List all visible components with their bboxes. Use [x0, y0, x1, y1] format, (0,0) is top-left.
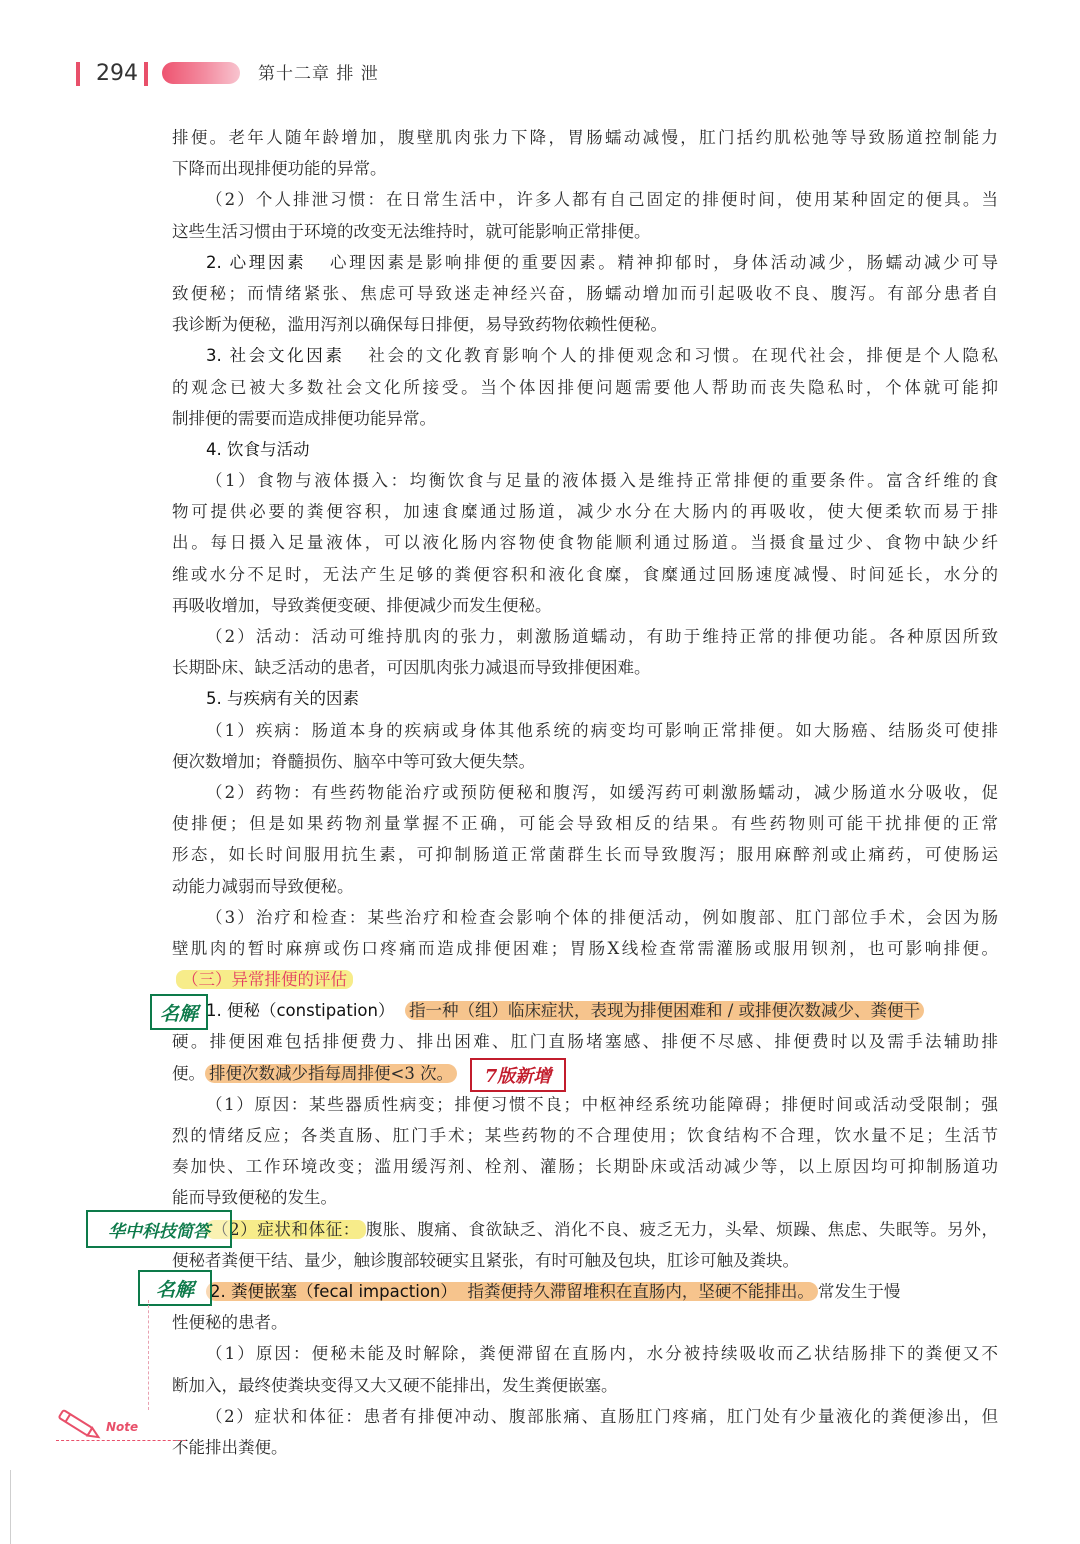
text-line: 形态，如长时间服用抗生素，可抑制肠道正常菌群生长而导致腹泻；服用麻醉剂或止痛药，可使肠运 — [172, 845, 998, 865]
text-line: 壁肌肉的暂时麻痹或伤口疼痛而造成排便困难；胃肠X线检查常需灌肠或服用钡剂，也可影响排便。 — [172, 938, 998, 958]
header-pill-decoration — [162, 62, 240, 84]
text-line — [172, 1058, 998, 1089]
text-line: 长期卧床、缺乏活动的患者，可因肌肉张力减退而导致排便困难。 — [172, 658, 651, 678]
text-line: 动能力减弱而导致便秘。 — [172, 876, 354, 896]
text-line — [172, 247, 998, 278]
page-edge-line — [10, 1470, 11, 1544]
text-line: 奏加快、工作环境改变；滥用缓泻剂、栓剂、灌肠；长期卧床或活动减少等，以上原因均可抑制肠道功 — [172, 1157, 998, 1177]
text-line: 维或水分不足时，无法产生足够的粪便容积和液化食糜，食糜通过回肠速度减慢、时间延长，水分的 — [172, 564, 998, 584]
text-line: 致便秘；而情绪紧张、焦虑可导致迷走神经兴奋，肠蠕动增加而引起吸收不良、腹泻。有部分患者自 — [172, 283, 998, 303]
text-line: 的观念已被大多数社会文化所接受。当个体因排便问题需要他人帮助而丧失隐私时，个体就可能抑 — [172, 377, 998, 397]
pencil-icon — [52, 1408, 108, 1442]
text-span: 社会的文化教育影响个人的排便观念和习惯。在现代社会，排便是个人隐私 — [368, 346, 998, 366]
text-line: （3）治疗和检查：某些治疗和检查会影响个体的排便活动，例如腹部、肛门部位手术，会因为肠 — [206, 907, 998, 927]
section-heading: （三）异常排便的评估 — [176, 970, 353, 989]
body-text — [172, 122, 998, 1463]
text-span: 指粪便持久滞留堆积在直肠内，坚硬不能排出。 — [467, 1281, 814, 1301]
text-line — [172, 995, 998, 1026]
text-line: 便次数增加；脊髓损伤、脑卒中等可致大便失禁。 — [172, 751, 535, 771]
text-line: 下降而出现排便功能的异常。 — [172, 159, 387, 179]
text-line: （1）原因：便秘未能及时解除，粪便滞留在直肠内，水分被持续吸收而乙状结肠排下的粪便又不 — [206, 1344, 998, 1364]
text-line: 性便秘的患者。 — [172, 1313, 288, 1333]
text-line: 制排便的需要而造成排便功能异常。 — [172, 408, 436, 428]
text-line — [172, 964, 998, 995]
text-line: （2）个人排泄习惯：在日常生活中，许多人都有自己固定的排便时间，使用某种固定的便具。当 — [206, 190, 998, 210]
text-line: 断加入，最终使粪块变得又大又硬不能排出，发生粪便嵌塞。 — [172, 1375, 618, 1395]
text-span: 腹胀、腹痛、食欲缺乏、消化不良、疲乏无力，头晕、烦躁、焦虑、失眠等。另外， — [365, 1219, 998, 1239]
text-line: 不能排出粪便。 — [172, 1437, 288, 1457]
text-line: 出。每日摄入足量液体，可以液化肠内容物使食物能顺利通过肠道。当摄食量过少、食物中缺少纤 — [172, 533, 998, 553]
text-line: 我诊断为便秘，滥用泻剂以确保每日排便，易导致药物依赖性便秘。 — [172, 315, 667, 335]
subheading: 5. 与疾病有关的因素 — [206, 689, 359, 709]
text-line: （2）活动：活动可维持肌肉的张力，刺激肠道蠕动，有助于维持正常的排便功能。各种原因所致 — [206, 627, 998, 646]
text-span: 常发生于慢 — [817, 1281, 901, 1301]
highlighted-definition — [206, 1282, 818, 1301]
page-header — [76, 58, 636, 90]
text-line — [172, 683, 998, 714]
text-line: 再吸收增加，导致粪便变硬、排便减少而发生便秘。 — [172, 595, 552, 615]
text-line: 能而导致便秘的发生。 — [172, 1188, 337, 1208]
text-span: 心理因素是影响排便的重要因素。精神抑郁时，身体活动减少，肠蠕动减少可导 — [330, 252, 998, 272]
note-marker — [52, 1408, 142, 1448]
highlighted-text: 排便次数减少指每周排便<3 次。 — [205, 1064, 457, 1083]
header-bar-left — [76, 62, 80, 86]
handwritten-note-red: 7版新增 — [470, 1058, 566, 1092]
margin-dash-line — [148, 1300, 150, 1410]
header-bar-right — [144, 62, 148, 86]
term-heading: 2. 粪便嵌塞（fecal impaction） — [210, 1281, 457, 1301]
text-line: （1）原因：某些器质性病变；排便习惯不良；中枢神经系统功能障碍；排便时间或活动受限制；强 — [206, 1094, 998, 1114]
text-line: 硬。排便困难包括排便费力、排出困难、肛门直肠堵塞感、排便不尽感、排便费时以及需手法辅助排 — [172, 1032, 998, 1052]
text-line — [172, 434, 998, 465]
handwritten-note-mingjie-2: 名解 — [138, 1270, 212, 1306]
handwritten-note-huazhong: 华中科技简答 — [86, 1210, 232, 1248]
text-line: 使排便；但是如果药物剂量掌握不正确，可能会导致相反的结果。有些药物则可能干扰排便的正常 — [172, 814, 998, 834]
note-label: Note — [106, 1420, 139, 1434]
chapter-title: 第十二章 排 泄 — [258, 64, 379, 84]
subheading: 4. 饮食与活动 — [206, 439, 310, 459]
text-line: （2）药物：有些药物能治疗或预防便秘和腹泻，如缓泻药可刺激肠蠕动，减少肠道水分吸收，促 — [206, 782, 998, 802]
text-line: 物可提供必要的粪便容积，加速食糜通过肠道，减少水分在大肠内的再吸收，使大便柔软而易于排 — [172, 502, 998, 522]
text-line: （1）疾病：肠道本身的疾病或身体其他系统的病变均可影响正常排便。如大肠癌、结肠炎可使排 — [206, 720, 998, 740]
highlighted-heading: （2）症状和体征： — [206, 1220, 366, 1239]
subheading: 3. 社会文化因素 — [206, 346, 345, 366]
text-line: 便秘者粪便干结、量少，触诊腹部较硬实且紧张，有时可触及包块，肛诊可触及粪块。 — [172, 1250, 799, 1270]
page-number: 294 — [96, 61, 138, 86]
text-line — [172, 340, 998, 371]
subheading: 2. 心理因素 — [206, 252, 307, 272]
handwritten-note-mingjie: 名解 — [150, 994, 208, 1030]
text-span: 便。 — [172, 1063, 205, 1083]
text-line: （1）食物与液体摄入：均衡饮食与足量的液体摄入是维持正常排便的重要条件。富含纤维的食 — [206, 471, 998, 491]
note-underline — [56, 1440, 186, 1442]
text-line: 烈的情绪反应；各类直肠、肛门手术；某些药物的不合理使用；饮食结构不合理，饮水量不足；生活节 — [172, 1126, 998, 1145]
text-line: 这些生活习惯由于环境的改变无法维持时，就可能影响正常排便。 — [172, 221, 651, 241]
text-line — [172, 1276, 998, 1307]
text-line: 排便。老年人随年龄增加，腹壁肌肉张力下降，胃肠蠕动减慢，肛门括约肌松弛等导致肠道控制能力 — [172, 128, 998, 147]
text-line — [172, 1214, 998, 1245]
highlighted-definition: 指一种（组）临床症状，表现为排便困难和 / 或排便次数减少、粪便干 — [405, 1001, 924, 1020]
text-line: （2）症状和体征：患者有排便冲动、腹部胀痛、直肠肛门疼痛，肛门处有少量液化的粪便渗出，但 — [206, 1406, 998, 1426]
term-heading: 1. 便秘（constipation） — [206, 1001, 395, 1021]
